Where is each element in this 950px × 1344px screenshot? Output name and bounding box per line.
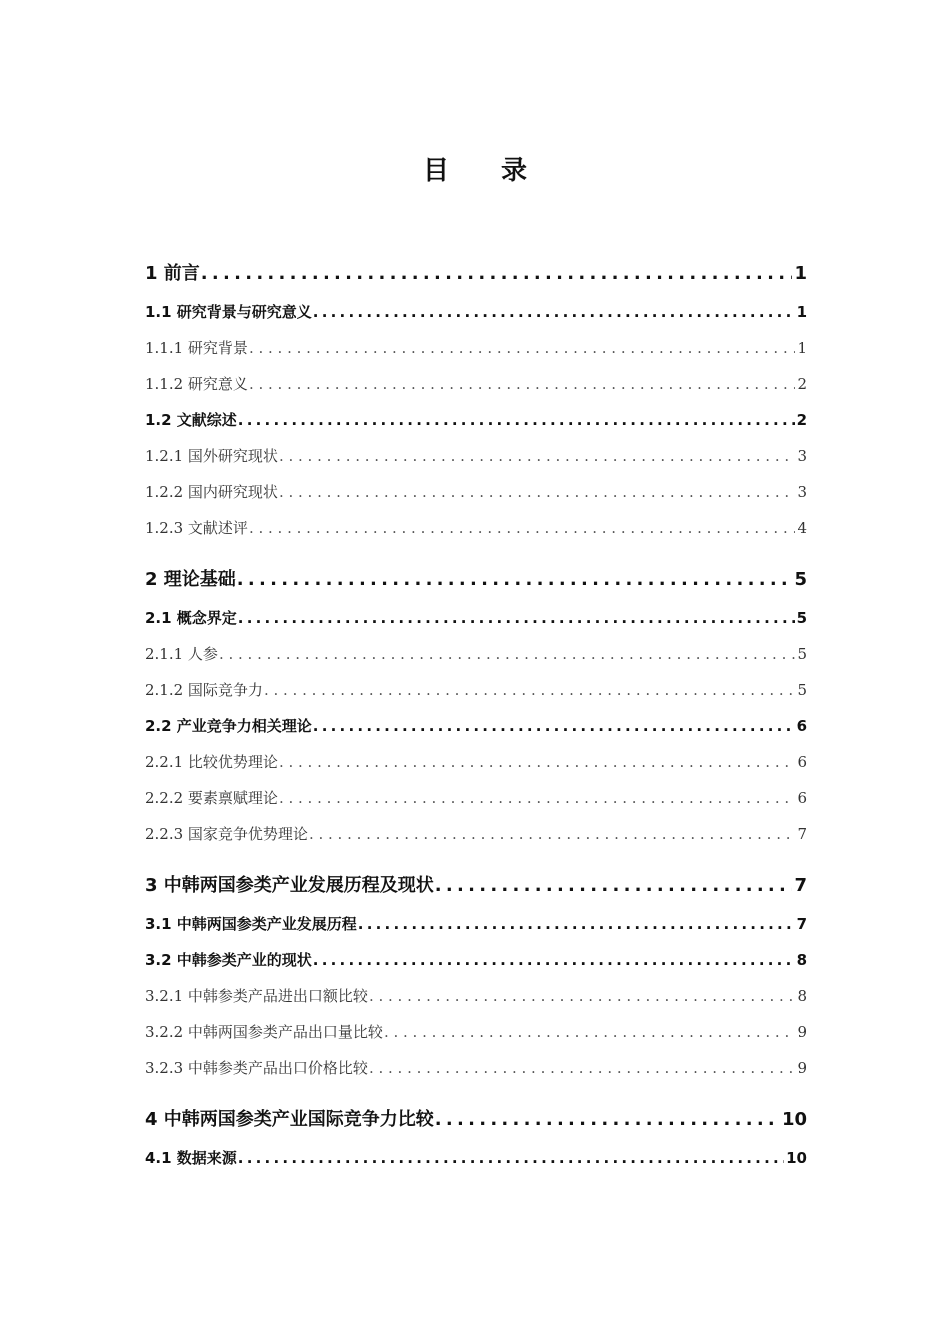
toc-entry[interactable] xyxy=(145,1050,807,1086)
toc-leader-dots xyxy=(219,636,796,672)
toc-entry-label: 1.2 文献综述 xyxy=(145,411,237,429)
toc-entry-label: 3.2.1 中韩参类产品进出口额比较 xyxy=(145,987,368,1005)
toc-entry[interactable] xyxy=(145,560,807,600)
toc-leader-dots xyxy=(238,600,795,636)
toc-entry-label: 1.2.2 国内研究现状 xyxy=(145,483,278,501)
toc-entry-label: 1.1 研究背景与研究意义 xyxy=(145,303,312,321)
toc-entry-label: 1 前言 xyxy=(145,263,200,284)
toc-entry-label: 2.1.1 人参 xyxy=(145,645,218,663)
toc-entry-page: 7 xyxy=(794,875,807,896)
toc-entry-page: 3 xyxy=(797,483,807,501)
toc-entry-label: 3 中韩两国参类产业发展历程及现状 xyxy=(145,875,434,896)
toc-entry-label: 4.1 数据来源 xyxy=(145,1149,237,1167)
toc-entry-page: 1 xyxy=(794,263,807,284)
toc-entry-page: 7 xyxy=(796,915,807,933)
toc-entry[interactable] xyxy=(145,402,807,438)
toc-entry[interactable] xyxy=(145,906,807,942)
toc-entry-page: 6 xyxy=(796,717,807,735)
toc-leader-dots xyxy=(279,474,796,510)
toc-entry-page: 6 xyxy=(797,789,807,807)
toc-entry[interactable] xyxy=(145,636,807,672)
toc-entry-page: 2 xyxy=(796,411,807,429)
toc-leader-dots xyxy=(249,330,796,366)
toc-entry[interactable] xyxy=(145,1100,807,1140)
toc-entry[interactable] xyxy=(145,254,807,294)
toc-leader-dots xyxy=(279,438,796,474)
toc-entry[interactable] xyxy=(145,294,807,330)
toc-entry-label: 2.1 概念界定 xyxy=(145,609,237,627)
toc-entry-page: 2 xyxy=(797,375,807,393)
toc-entry-label: 1.2.3 文献述评 xyxy=(145,519,248,537)
toc-entry[interactable] xyxy=(145,780,807,816)
toc-leader-dots xyxy=(249,510,796,546)
toc-entry-label: 3.1 中韩两国参类产业发展历程 xyxy=(145,915,357,933)
toc-entry[interactable] xyxy=(145,510,807,546)
toc-entry-page: 9 xyxy=(797,1023,807,1041)
toc-entry[interactable] xyxy=(145,942,807,978)
toc-entry-label: 2.2.3 国家竞争优势理论 xyxy=(145,825,308,843)
toc-leader-dots xyxy=(435,1100,780,1140)
toc-leader-dots xyxy=(313,708,795,744)
toc-entry[interactable] xyxy=(145,708,807,744)
toc-leader-dots xyxy=(384,1014,796,1050)
toc-entry-label: 1.1.1 研究背景 xyxy=(145,339,248,357)
toc-entry-label: 1.1.2 研究意义 xyxy=(145,375,248,393)
toc-entry-label: 2 理论基础 xyxy=(145,569,236,590)
toc-leader-dots xyxy=(201,254,793,294)
toc-entry-page: 8 xyxy=(797,987,807,1005)
toc-entry[interactable] xyxy=(145,1014,807,1050)
toc-leader-dots xyxy=(238,1140,784,1176)
toc-entry-page: 10 xyxy=(781,1109,807,1130)
toc-leader-dots xyxy=(358,906,795,942)
toc-leader-dots xyxy=(313,294,795,330)
toc-entry-label: 3.2 中韩参类产业的现状 xyxy=(145,951,312,969)
toc-entry-page: 9 xyxy=(797,1059,807,1077)
toc-entry[interactable] xyxy=(145,330,807,366)
toc-entry[interactable] xyxy=(145,600,807,636)
toc-entry-page: 5 xyxy=(796,609,807,627)
toc-entry[interactable] xyxy=(145,978,807,1014)
toc-entry-label: 4 中韩两国参类产业国际竞争力比较 xyxy=(145,1109,434,1130)
toc-leader-dots xyxy=(279,744,796,780)
toc-entry-page: 5 xyxy=(797,645,807,663)
toc-leader-dots xyxy=(309,816,796,852)
toc-leader-dots xyxy=(279,780,796,816)
toc-entry[interactable] xyxy=(145,672,807,708)
toc-entry-label: 2.2.1 比较优势理论 xyxy=(145,753,278,771)
toc-entry-page: 7 xyxy=(797,825,807,843)
toc-entry-page: 3 xyxy=(797,447,807,465)
toc-entry[interactable] xyxy=(145,816,807,852)
toc-title: 目 录 xyxy=(422,156,527,186)
toc-entry[interactable] xyxy=(145,1140,807,1176)
toc-entry[interactable] xyxy=(145,366,807,402)
toc-entry-page: 4 xyxy=(797,519,807,537)
toc-entry-page: 10 xyxy=(786,1149,807,1167)
toc-leader-dots xyxy=(237,560,793,600)
toc-leader-dots xyxy=(313,942,795,978)
toc-entry-page: 6 xyxy=(797,753,807,771)
toc-entry-label: 3.2.2 中韩两国参类产品出口量比较 xyxy=(145,1023,383,1041)
toc-entry[interactable] xyxy=(145,866,807,906)
toc-entry-label: 1.2.1 国外研究现状 xyxy=(145,447,278,465)
toc-leader-dots xyxy=(264,672,796,708)
toc-entry-label: 3.2.3 中韩参类产品出口价格比较 xyxy=(145,1059,368,1077)
toc-entry-page: 1 xyxy=(796,303,807,321)
toc-leader-dots xyxy=(249,366,796,402)
toc-entry-page: 8 xyxy=(796,951,807,969)
toc-entry-label: 2.2 产业竞争力相关理论 xyxy=(145,717,312,735)
toc-entry-page: 5 xyxy=(797,681,807,699)
toc-list xyxy=(145,254,807,1176)
toc-entry-label: 2.1.2 国际竞争力 xyxy=(145,681,263,699)
toc-entry-page: 5 xyxy=(794,569,807,590)
toc-entry-page: 1 xyxy=(797,339,807,357)
toc-leader-dots xyxy=(369,978,796,1014)
toc-entry-label: 2.2.2 要素禀赋理论 xyxy=(145,789,278,807)
toc-leader-dots xyxy=(435,866,793,906)
toc-leader-dots xyxy=(238,402,795,438)
toc-entry[interactable] xyxy=(145,744,807,780)
toc-entry[interactable] xyxy=(145,438,807,474)
toc-entry[interactable] xyxy=(145,474,807,510)
toc-leader-dots xyxy=(369,1050,796,1086)
